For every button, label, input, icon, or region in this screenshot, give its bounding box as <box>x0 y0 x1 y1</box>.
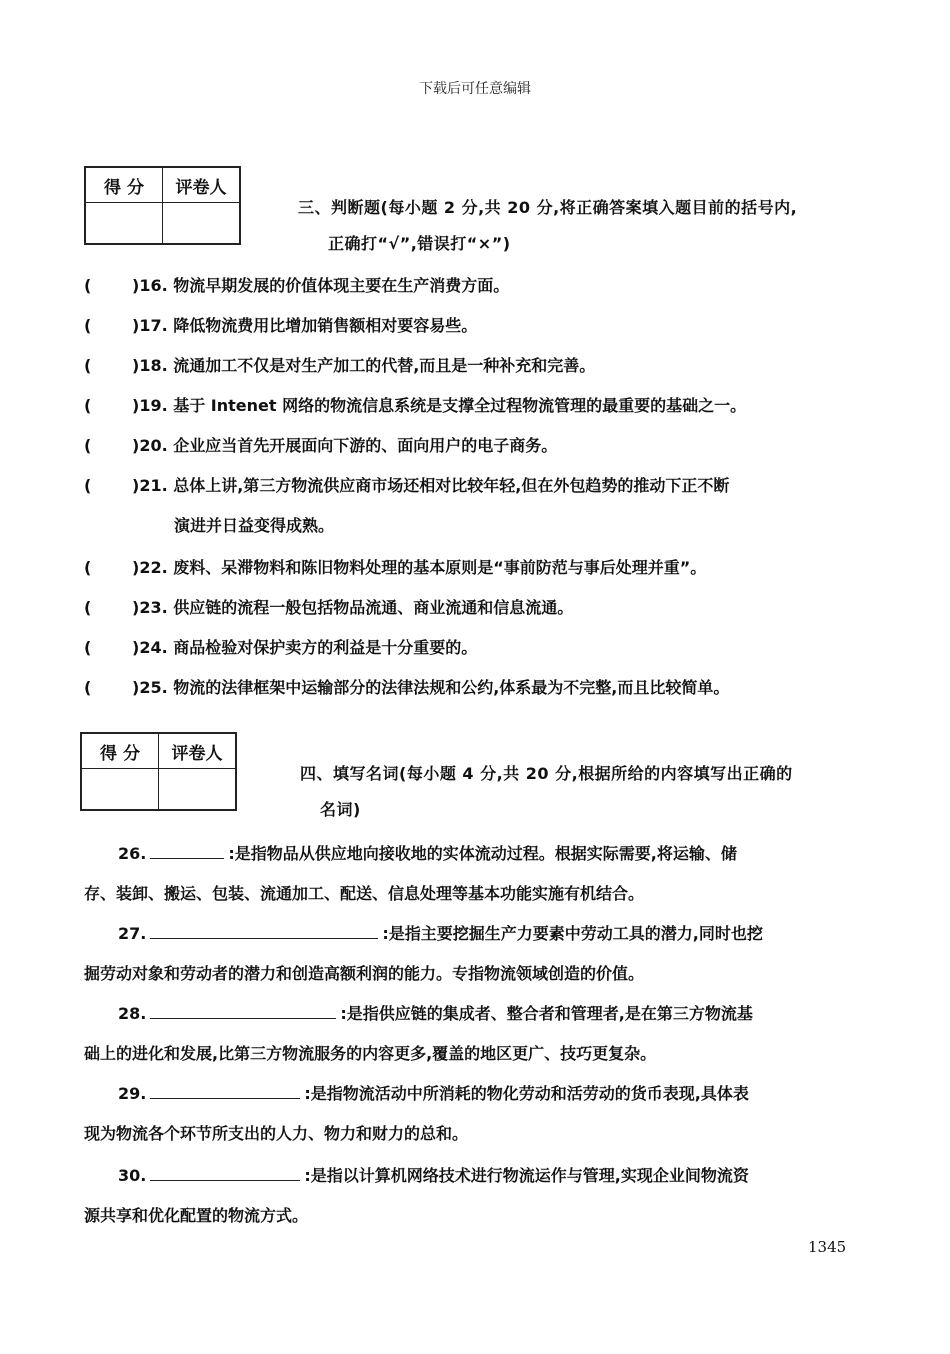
fill-item <box>84 994 874 1074</box>
fill-item <box>84 1156 874 1236</box>
grader-label: 评卷人 <box>163 167 241 203</box>
section3-title-line2: 正确打“√”,错误打“×”) <box>328 234 511 253</box>
definition-text-continued: 掘劳动对象和劳动者的潜力和创造高额利润的能力。专指物流领域创造的价值。 <box>84 964 645 983</box>
header-note: 下载后可任意编辑 <box>419 81 531 97</box>
grader-label: 评卷人 <box>159 733 237 769</box>
item-number: 28. <box>118 1004 147 1023</box>
score-box-section3 <box>84 166 241 245</box>
grader-cell[interactable] <box>159 769 237 811</box>
answer-blank[interactable] <box>150 998 336 1019</box>
definition-text-continued: 础上的进化和发展,比第三方物流服务的内容更多,覆盖的地区更广、技巧更复杂。 <box>84 1044 657 1063</box>
answer-blank[interactable] <box>150 918 378 939</box>
judgement-item <box>84 466 874 546</box>
fill-item <box>84 914 874 994</box>
score-cell[interactable] <box>85 203 163 245</box>
definition-text: :是指供应链的集成者、整合者和管理者,是在第三方物流基 <box>340 1004 753 1023</box>
section4-title-line2: 名词) <box>320 800 361 819</box>
definition-text: :是指物流活动中所消耗的物化劳动和活劳动的货币表现,具体表 <box>304 1084 749 1103</box>
judgement-item <box>84 628 874 668</box>
question-text: )25. 物流的法律框架中运输部分的法律法规和公约,体系最为不完整,而且比较简单。 <box>132 678 730 697</box>
answer-bracket[interactable]: ( <box>84 356 92 375</box>
item-number: 30. <box>118 1166 147 1185</box>
judgement-item <box>84 266 874 306</box>
question-text: )17. 降低物流费用比增加销售额相对要容易些。 <box>132 316 478 335</box>
question-text: )16. 物流早期发展的价值体现主要在生产消费方面。 <box>132 276 510 295</box>
judgement-item <box>84 386 874 426</box>
definition-text-continued: 现为物流各个环节所支出的人力、物力和财力的总和。 <box>84 1124 469 1143</box>
answer-bracket[interactable]: ( <box>84 558 92 577</box>
page-number: 1345 <box>808 1238 847 1256</box>
answer-bracket[interactable]: ( <box>84 476 92 495</box>
answer-bracket[interactable]: ( <box>84 598 92 617</box>
score-label: 得 分 <box>85 167 163 203</box>
judgement-item <box>84 668 874 708</box>
score-box-section4 <box>80 732 237 811</box>
judgement-item <box>84 588 874 628</box>
judgement-item <box>84 306 874 346</box>
item-number: 29. <box>118 1084 147 1103</box>
answer-blank[interactable] <box>150 1078 300 1099</box>
question-text-continued: 演进并日益变得成熟。 <box>174 516 335 535</box>
question-text: )21. 总体上讲,第三方物流供应商市场还相对比较年轻,但在外包趋势的推动下正不断 <box>132 476 730 495</box>
score-cell[interactable] <box>81 769 159 811</box>
answer-bracket[interactable]: ( <box>84 396 92 415</box>
score-label: 得 分 <box>81 733 159 769</box>
answer-blank[interactable] <box>150 838 224 859</box>
item-number: 27. <box>118 924 147 943</box>
answer-bracket[interactable]: ( <box>84 638 92 657</box>
question-text: )24. 商品检验对保护卖方的利益是十分重要的。 <box>132 638 478 657</box>
question-text: )23. 供应链的流程一般包括物品流通、商业流通和信息流通。 <box>132 598 574 617</box>
question-text: )19. 基于 Intenet 网络的物流信息系统是支撑全过程物流管理的最重要的基础之一。 <box>132 396 747 415</box>
fill-item <box>84 1074 874 1154</box>
judgement-item <box>84 346 874 386</box>
answer-bracket[interactable]: ( <box>84 316 92 335</box>
section3-title-line1: 三、判断题(每小题 2 分,共 20 分,将正确答案填入题目前的括号内, <box>298 198 798 217</box>
definition-text: :是指以计算机网络技术进行物流运作与管理,实现企业间物流资 <box>304 1166 749 1185</box>
definition-text-continued: 源共享和优化配置的物流方式。 <box>84 1206 309 1225</box>
answer-bracket[interactable]: ( <box>84 276 92 295</box>
answer-bracket[interactable]: ( <box>84 436 92 455</box>
answer-bracket[interactable]: ( <box>84 678 92 697</box>
section4-title-line1: 四、填写名词(每小题 4 分,共 20 分,根据所给的内容填写出正确的 <box>300 764 793 783</box>
question-text: )20. 企业应当首先开展面向下游的、面向用户的电子商务。 <box>132 436 558 455</box>
answer-blank[interactable] <box>150 1160 300 1181</box>
definition-text: :是指主要挖掘生产力要素中劳动工具的潜力,同时也挖 <box>382 924 763 943</box>
definition-text: :是指物品从供应地向接收地的实体流动过程。根据实际需要,将运输、储 <box>228 844 737 863</box>
definition-text-continued: 存、装卸、搬运、包装、流通加工、配送、信息处理等基本功能实施有机结合。 <box>84 884 645 903</box>
grader-cell[interactable] <box>163 203 241 245</box>
question-text: )18. 流通加工不仅是对生产加工的代替,而且是一种补充和完善。 <box>132 356 596 375</box>
judgement-item <box>84 548 874 588</box>
item-number: 26. <box>118 844 147 863</box>
question-text: )22. 废料、呆滞物料和陈旧物料处理的基本原则是“事前防范与事后处理并重”。 <box>132 558 707 577</box>
judgement-item <box>84 426 874 466</box>
fill-item <box>84 834 874 914</box>
